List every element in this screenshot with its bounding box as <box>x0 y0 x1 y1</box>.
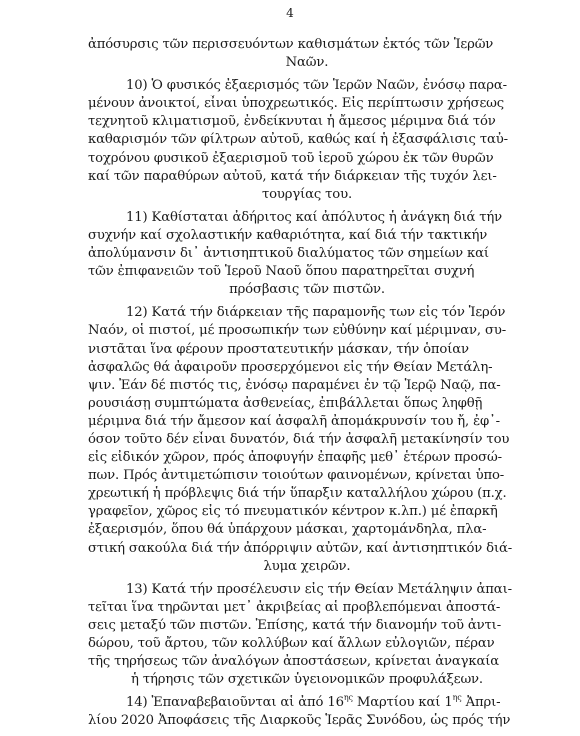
text-line: χρεωτική ἡ πρόβλεψις διά τήν ὕπαρξιν καταλλήλου χώρου (π.χ. <box>88 486 507 502</box>
text-line: 12) Κατά τήν διάρκειαν τῆς παραμονῆς των εἰς τόν Ἱερόν <box>126 305 506 321</box>
paragraph-9-tail <box>88 36 526 72</box>
text-line: λίου 2020 Ἀποφάσεις τῆς Διαρκοῦς Ἱερᾶς Συνόδου, ὡς πρός τήν <box>88 713 511 729</box>
text-line: στική σακούλα διά τήν ἀπόρριψιν αὐτῶν, καί ἀντισηπτικόν διά- <box>88 540 513 556</box>
text-line: τοχρόνου φυσικοῦ ἐξαερισμοῦ τοῦ ἱεροῦ χώρου ἐκ τῶν θυρῶν <box>88 150 494 166</box>
text-line: μέριμνα διά τήν ἄμεσον καί ἀσφαλῆ ἀπομάκρυνσίν του ἤ, ἐφ᾽- <box>88 413 500 429</box>
paragraph-12 <box>88 304 526 575</box>
text-line: ψιν. Ἐάν δέ πιστός τις, ἐνόσῳ παραμένει ἐν τῷ Ἱερῷ Ναῷ, πα- <box>88 377 501 393</box>
text-line: καί τῶν παραθύρων αὐτοῦ, κατά τήν διάρκειαν τῆς τυχόν λει- <box>88 168 497 184</box>
text-line: τῶν ἐπιφανειῶν τοῦ Ἱεροῦ Ναοῦ ὅπου παρατηρεῖται συχνή <box>88 264 475 280</box>
text-line: 13) Κατά τήν προσέλευσιν εἰς τήν Θείαν Μετάληψιν ἀπαι- <box>126 581 512 597</box>
paragraph-10 <box>88 77 526 204</box>
text-line: πων. Πρός ἀντιμετώπισιν τοιούτων φαινομένων, κρίνεται ὑπο- <box>88 468 505 484</box>
text-line: όσον τοῦτο δέν εἶναι δυνατόν, διά τήν ἀσφαλῆ μετακίνησίν του <box>88 431 510 447</box>
text-line-with-superscripts: 14) Ἐπαναβεβαιοῦνται αἱ ἀπό $16^{\eta\varsigma}$ Μαρτίου καί $1^{\eta\varsigma}$ Ἀπρι- <box>126 694 501 711</box>
text-line: μένουν ἀνοικτοί, εἶναι ὑποχρεωτικός. Εἰς περίπτωσιν χρήσεως <box>88 96 504 112</box>
text-line: τουργίας του. <box>261 186 353 202</box>
text-line: 10) Ὁ φυσικός ἐξαερισμός τῶν Ἱερῶν Ναῶν, ἐνόσῳ παρα- <box>126 78 507 94</box>
text-line: τῆς τηρήσεως τῶν ἀναλόγων ἀποστάσεων, κρίνεται ἀναγκαία <box>88 654 499 670</box>
text-line: νιστᾶται ἵνα φέρουν προστατευτικήν μάσκαν, τήν ὁποίαν <box>88 341 469 357</box>
ordinal-superscript: ης <box>452 694 462 703</box>
page-number: 4 <box>286 6 294 20</box>
text-line: ρουσιάσῃ συμπτώματα ἀσθενείας, ἐπιβάλλεται ὅπως ληφθῇ <box>88 395 483 411</box>
text-line: Ναῶν. <box>285 55 329 71</box>
text-line: Ναόν, οἱ πιστοί, μέ προσωπικήν των εὐθύνην καί μέριμναν, συ- <box>88 323 507 339</box>
text-line: συχνήν καί σχολαστικήν καθαριότητα, καί διά τήν τακτικήν <box>88 227 488 243</box>
paragraph-11 <box>88 209 526 299</box>
text-line: εἰς εἰδικόν χῶρον, πρός ἀποφυγήν ἐπαφῆς μεθ᾽ ἑτέρων προσώ- <box>88 450 502 466</box>
text-line: ἡ τήρησις τῶν σχετικῶν ὑγειονομικῶν προφυλάξεων. <box>131 672 483 688</box>
text-line: γραφεῖον, χῶρος εἰς τό πνευματικόν κέντρον κ.λπ.) μέ ἐπαρκῆ <box>88 504 498 520</box>
document-body <box>88 36 526 735</box>
text-line: πρόσβασις τῶν πιστῶν. <box>229 282 385 298</box>
text-line: σεις μεταξύ τῶν πιστῶν. Ἐπίσης, κατά τήν διανομήν τοῦ ἀντι- <box>88 617 502 633</box>
text-line: ἐξαερισμόν, ὅπου θά ὑπάρχουν μάσκαι, χαρτομάνδηλα, πλα- <box>88 522 487 538</box>
text-line: τεῖται ἵνα τηρῶνται μετ᾽ ἀκριβείας αἱ προβλεπόμεναι ἀποστά- <box>88 599 501 615</box>
text-line: 11) Καθίσταται ἀδήριτος καί ἀπόλυτος ἡ ἀνάγκη διά τήν <box>126 209 503 225</box>
paragraph-14 <box>88 694 526 730</box>
text-line: λυμα χειρῶν. <box>263 558 351 574</box>
text-line: καθαρισμόν τῶν φίλτρων αὐτοῦ, καθώς καί ἡ ἐξασφάλισις ταὐ- <box>88 132 508 148</box>
text-line: ἀσφαλῶς θά ἀφαιροῦν προσερχόμενοι εἰς τήν Θείαν Μετάλη- <box>88 359 493 375</box>
paragraph-13 <box>88 581 526 690</box>
text-line: ἀπόσυρσις τῶν περισσευόντων καθισμάτων ἐκτός τῶν Ἱερῶν <box>88 37 494 52</box>
text-line: τεχνητοῦ κλιματισμοῦ, ἐνδείκνυται ἡ ἄμεσος μέριμνα διά τόν <box>88 114 496 130</box>
text-line: ἀπολύμανσιν δι᾽ ἀντισηπτικοῦ διαλύματος τῶν σημείων καί <box>88 246 489 262</box>
ordinal-superscript: ης <box>343 694 353 703</box>
text-line: δώρου, τοῦ ἄρτου, τῶν κολλύβων καί ἄλλων εὐλογιῶν, πέραν <box>88 636 495 651</box>
